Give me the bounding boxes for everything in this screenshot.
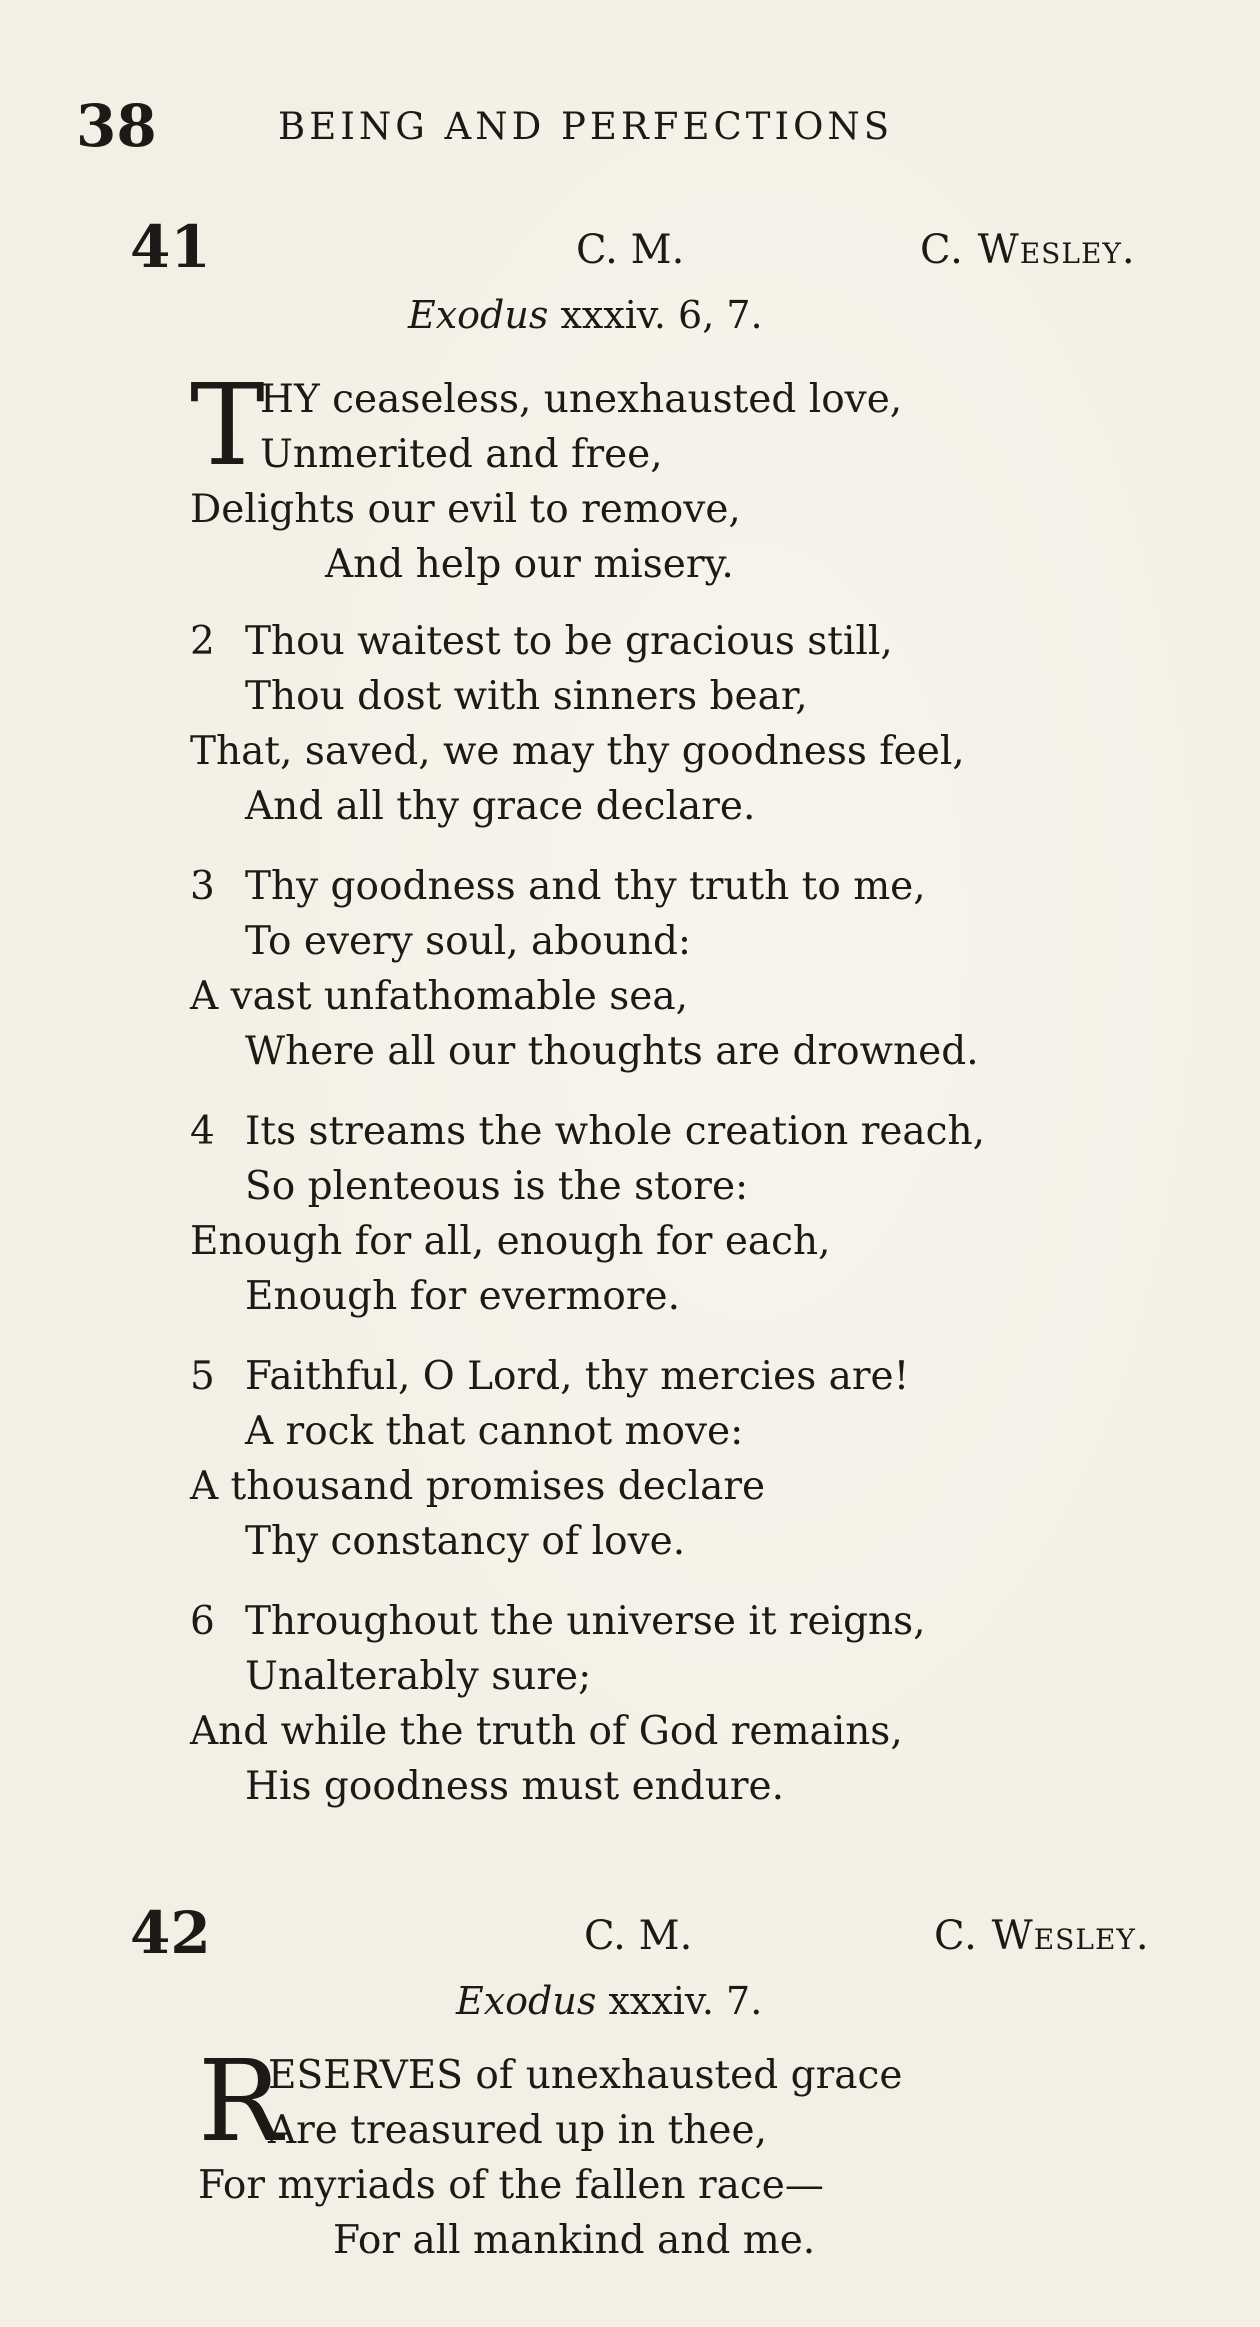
page-number: 38 xyxy=(76,92,157,160)
verse-line: And while the truth of God remains, xyxy=(190,1709,903,1754)
verse-line: That, saved, we may thy goodness feel, xyxy=(190,729,965,774)
verse-line: Are treasured up in thee, xyxy=(268,2108,767,2153)
hymn-header xyxy=(130,212,1232,282)
hymn-meter: C. M. xyxy=(584,1913,693,1959)
verse xyxy=(190,859,1150,1079)
verse-line: Enough for evermore. xyxy=(245,1274,681,1319)
verse-line: To every soul, abound: xyxy=(245,919,692,964)
verse-number: 3 xyxy=(190,864,215,909)
hymn-number: 42 xyxy=(130,1899,211,1967)
hymn-meter: C. M. xyxy=(576,227,685,273)
verse-line: And help our misery. xyxy=(325,542,734,587)
hymn-header xyxy=(130,1898,1232,1968)
verse-line: A rock that cannot move: xyxy=(245,1409,744,1454)
hymn-author: C. Wesley. xyxy=(934,1913,1150,1959)
verse-line: Unalterably sure; xyxy=(245,1654,592,1699)
verse-line-text: Its streams the whole creation reach, xyxy=(245,1109,986,1154)
verse-line: Where all our thoughts are drowned. xyxy=(245,1029,979,1074)
verse xyxy=(198,2037,1158,2268)
scripture-book: Exodus xyxy=(408,293,549,337)
scripture-reference xyxy=(408,290,763,340)
verse-line: HY ceaseless, unexhausted love, xyxy=(260,377,903,422)
verse-line: For all mankind and me. xyxy=(333,2218,816,2263)
verse-line-text: Thou waitest to be gracious still, xyxy=(245,619,893,664)
verse-line-text: Throughout the universe it reigns, xyxy=(245,1599,926,1644)
verse-line xyxy=(190,614,1150,669)
hymn-author: C. Wesley. xyxy=(920,227,1136,273)
verse-number: 5 xyxy=(190,1354,215,1399)
verse xyxy=(190,361,1150,592)
verse-line-text: Faithful, O Lord, thy mercies are! xyxy=(245,1354,910,1399)
verse xyxy=(190,614,1150,834)
scripture-reference xyxy=(456,1976,762,2026)
verse-line xyxy=(190,859,1150,914)
verse-line: So plenteous is the store: xyxy=(245,1164,749,1209)
scripture-book: Exodus xyxy=(456,1979,597,2023)
scripture-chapter-verse: xxxiv. 7. xyxy=(608,1979,763,2023)
verse-line: Thou dost with sinners bear, xyxy=(245,674,808,719)
verse xyxy=(190,1594,1150,1814)
verse-line-text: Thy goodness and thy truth to me, xyxy=(245,864,926,909)
verse xyxy=(190,1104,1150,1324)
verse-number: 6 xyxy=(190,1599,215,1644)
verse-line: For myriads of the fallen race— xyxy=(198,2163,824,2208)
verse-line: A vast unfathomable sea, xyxy=(190,974,689,1019)
verse-line xyxy=(190,1594,1150,1649)
scripture-chapter-verse: xxxiv. 6, 7. xyxy=(560,293,763,337)
verse-line: His goodness must endure. xyxy=(245,1764,784,1809)
verse-number: 2 xyxy=(190,619,215,664)
verse-number: 4 xyxy=(190,1109,215,1154)
verse-line: Enough for all, enough for each, xyxy=(190,1219,831,1264)
drop-cap: R xyxy=(198,2037,283,2167)
verse xyxy=(190,1349,1150,1569)
verse-line xyxy=(190,1349,1150,1404)
running-head-title: BEING AND PERFECTIONS xyxy=(278,105,894,148)
hymn-number: 41 xyxy=(130,213,211,281)
verse-line: Thy constancy of love. xyxy=(245,1519,686,1564)
verse-line: Delights our evil to remove, xyxy=(190,487,741,532)
verse-line: Unmerited and free, xyxy=(260,432,663,477)
running-head xyxy=(76,92,1220,160)
drop-cap: T xyxy=(190,361,265,491)
verse-line xyxy=(190,1104,1150,1159)
verse-line: And all thy grace declare. xyxy=(245,784,756,829)
verse-line: A thousand promises declare xyxy=(190,1464,766,1509)
verse-line: ESERVES of unexhausted grace xyxy=(268,2053,903,2098)
